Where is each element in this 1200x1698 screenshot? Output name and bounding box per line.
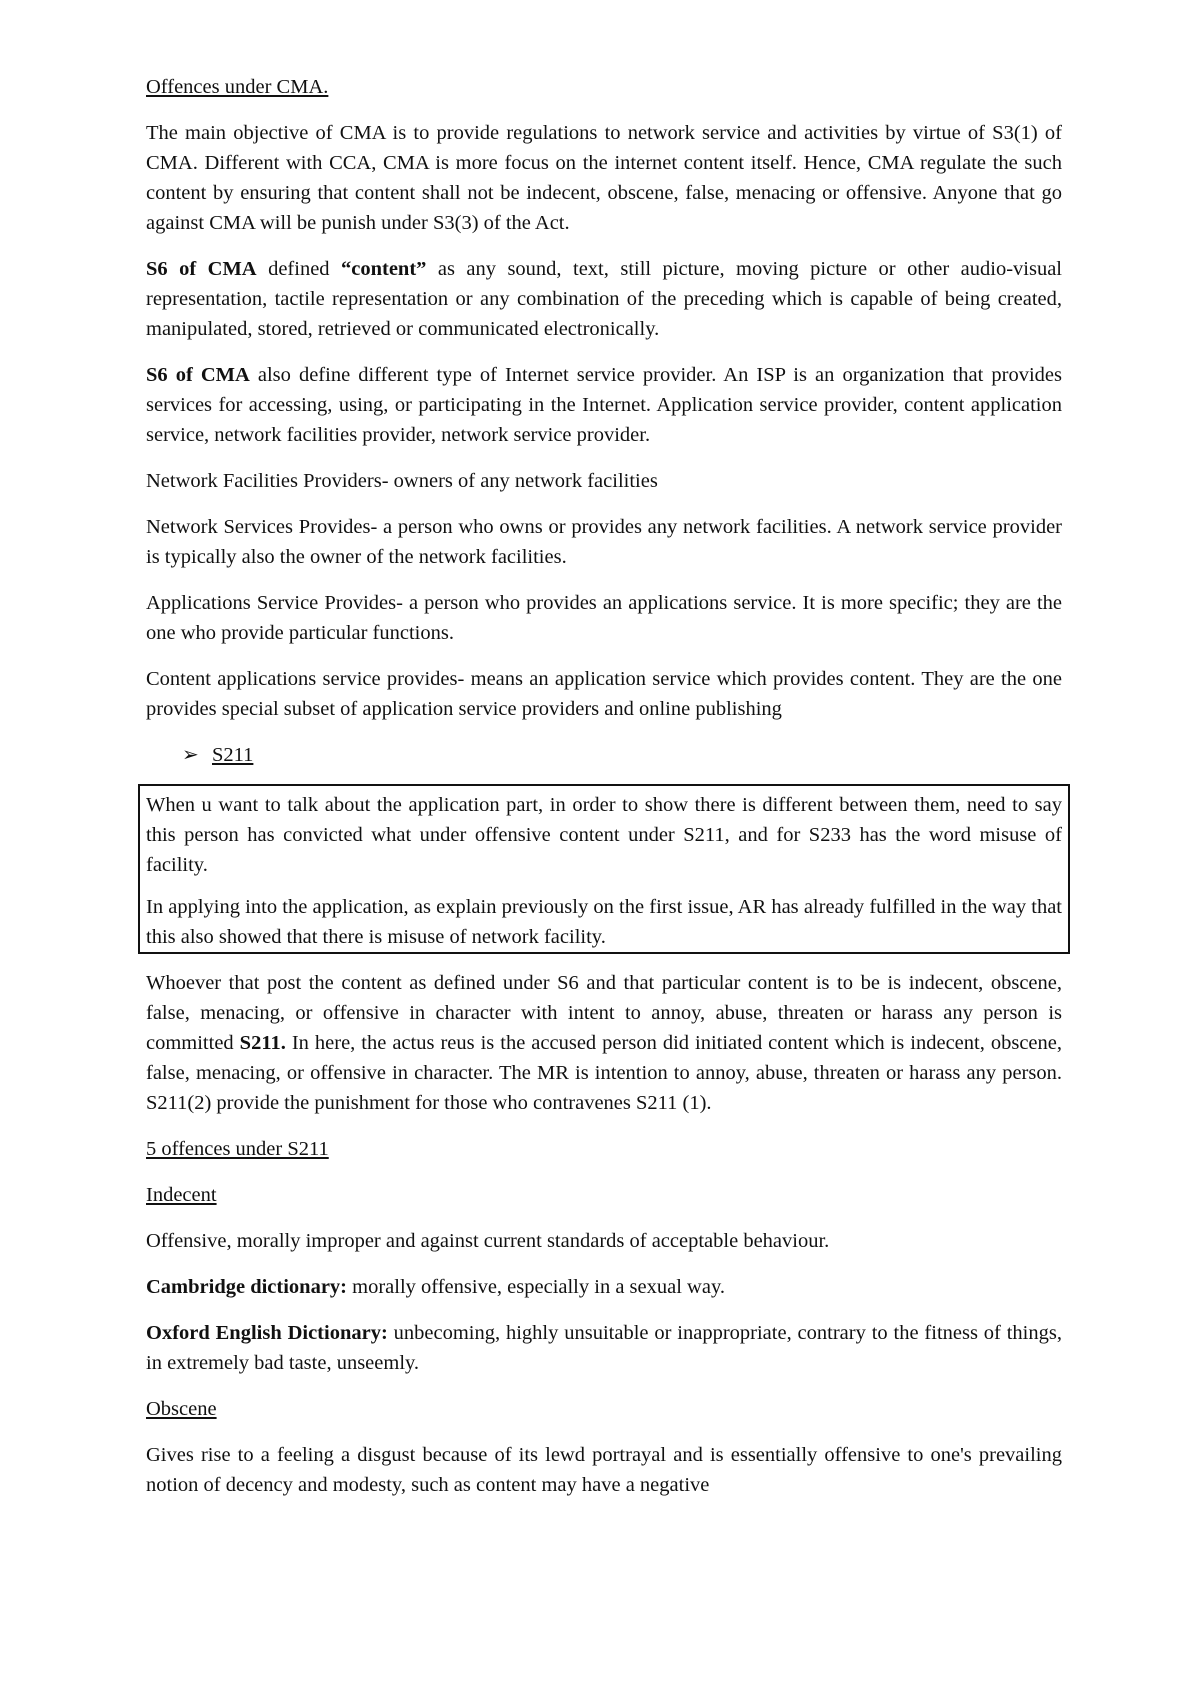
note-box-paragraph-2: In applying into the application, as explain previously on the first issue, AR has already fulfilled in the way that this also showed that there is misuse of network facility. xyxy=(146,896,1062,948)
document-body xyxy=(146,72,1062,1516)
text-defined: defined xyxy=(256,258,341,280)
note-box-paragraph-1: When u want to talk about the application part, in order to show there is different between them, need to say this person has convicted what under offensive content under S211, and for S233 has the word misuse of facility. xyxy=(146,794,1062,876)
section-heading-offences: Offences under CMA. xyxy=(146,76,329,98)
paragraph-s6-isp xyxy=(146,360,1062,450)
text-oxford-definition: unbecoming, highly unsuitable or inappropriate, contrary to the fitness of things, in extremely bad taste, unseemly. xyxy=(146,1322,1062,1374)
note-box xyxy=(138,784,1070,954)
paragraph-cambridge-dictionary xyxy=(146,1272,1062,1302)
bold-content-term: “content” xyxy=(341,258,427,280)
bold-s6-of-cma-2: S6 of CMA xyxy=(146,364,250,386)
bullet-s211-label: S211 xyxy=(212,744,254,766)
arrow-bullet-icon: ➢ xyxy=(182,744,199,766)
bold-s6-of-cma: S6 of CMA xyxy=(146,258,257,280)
subheading-indecent: Indecent xyxy=(146,1184,217,1206)
paragraph-applications-service: Applications Service Provides- a person who provides an applications service. It is more specific; they are the one who provide particular functions. xyxy=(146,592,1062,644)
paragraph-network-services: Network Services Provides- a person who owns or provides any network facilities. A network service provider is typically also the owner of the network facilities. xyxy=(146,516,1062,568)
text-isp-definition: also define different type of Internet service provider. An ISP is an organization that provides services for accessing, using, or participating in the Internet. Application service provider, content application service, network facilities provider, network service provider. xyxy=(146,364,1062,446)
text-cambridge-definition: morally offensive, especially in a sexual way. xyxy=(347,1276,725,1298)
paragraph-cma-objective: The main objective of CMA is to provide regulations to network service and activities by virtue of S3(1) of CMA. Different with CCA, CMA is more focus on the internet content itself. Hence, CMA regulate the such content by ensuring that content shall not be indecent, obscene, false, menacing or offensive. Anyone that go against CMA will be punish under S3(3) of the Act. xyxy=(146,122,1062,234)
paragraph-s211-offence xyxy=(146,968,1062,1118)
text-content-definition: as any sound, text, still picture, moving picture or other audio-visual representation, tactile representation or any combination of the preceding which is capable of being created, manipulated, stored, retrieved or communicated electronically. xyxy=(146,258,1062,340)
paragraph-obscene-definition: Gives rise to a feeling a disgust because of its lewd portrayal and is essentially offensive to one's prevailing notion of decency and modesty, such as content may have a negative xyxy=(146,1444,1062,1496)
bold-cambridge-dictionary: Cambridge dictionary: xyxy=(146,1276,347,1298)
bold-oxford-dictionary: Oxford English Dictionary: xyxy=(146,1322,388,1344)
text-s211-detail: In here, the actus reus is the accused person did initiated content which is indecent, obscene, false, menacing, or offensive in character. The MR is intention to annoy, abuse, threaten or harass any person. S211(2) provide the punishment for those who contravenes S211 (1). xyxy=(146,1032,1062,1114)
bold-s211: S211. xyxy=(239,1032,286,1054)
paragraph-oxford-dictionary xyxy=(146,1318,1062,1378)
paragraph-content-applications: Content applications service provides- means an application service which provides content. They are the one provides special subset of application service providers and online publishing xyxy=(146,668,1062,720)
subheading-obscene: Obscene xyxy=(146,1398,217,1420)
subheading-5-offences: 5 offences under S211 xyxy=(146,1138,329,1160)
bullet-s211 xyxy=(146,740,1062,770)
paragraph-s6-content-definition xyxy=(146,254,1062,344)
paragraph-network-facilities: Network Facilities Providers- owners of any network facilities xyxy=(146,470,658,492)
paragraph-indecent-definition: Offensive, morally improper and against current standards of acceptable behaviour. xyxy=(146,1230,830,1252)
text-s211-intro: Whoever that post the content as defined under S6 and that particular content is to be is indecent, obscene, false, menacing, or offensive in character with intent to annoy, abuse, threaten or harass any person is committed xyxy=(146,972,1062,1054)
